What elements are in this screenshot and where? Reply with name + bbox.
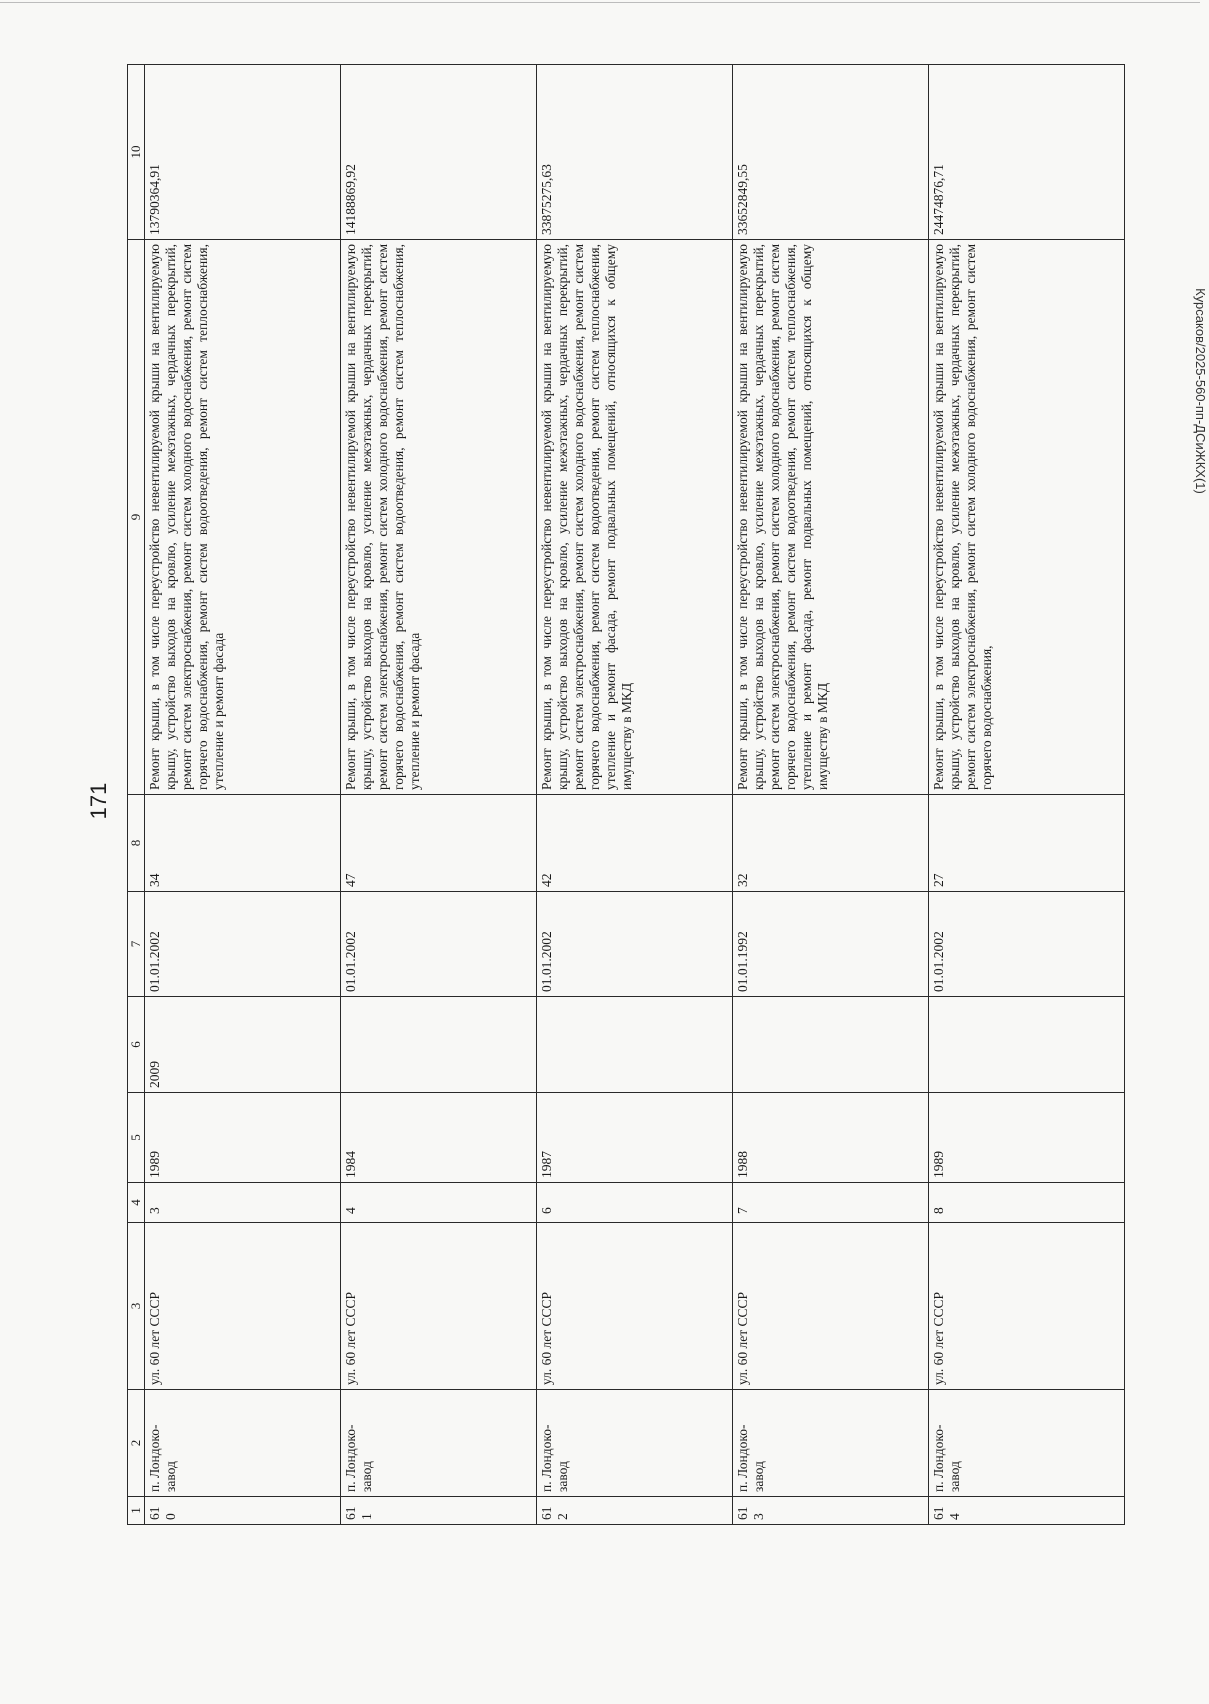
table-row xyxy=(733,65,929,1525)
rotated-table-container xyxy=(127,65,1193,1525)
year-overhaul-cell xyxy=(537,997,733,1093)
registry-table xyxy=(127,64,1125,1525)
header-col-9: 9 xyxy=(128,240,145,795)
street-cell: ул. 60 лет СССР xyxy=(537,1223,733,1390)
date-cell: 01.01.2002 xyxy=(537,892,733,997)
works-cell: Ремонт крыши, в том числе переустройство невентилируемой крыши на вентилируемую крышу, устройство выходов на кровлю, усиление межэтажных, чердачных перекрытий, ремонт систем электроснабжения, ремонт систем холодного водоснабжения, ремонт систем горячего водоснабжения, ремонт систем водоотведения, ремонт систем теплоснабжения, утепление и ремонт фасада xyxy=(145,240,341,795)
document-code: Курсаков/2025-560-пп-ДСиЖКХ(1) xyxy=(1193,288,1208,494)
house-number-cell: 7 xyxy=(733,1183,929,1223)
year-built-cell: 1989 xyxy=(145,1093,341,1183)
header-col-3: 3 xyxy=(128,1223,145,1390)
value-cell: 32 xyxy=(733,795,929,892)
works-cell: Ремонт крыши, в том числе переустройство невентилируемой крыши на вентилируемую крышу, устройство выходов на кровлю, усиление межэтажных, чердачных перекрытий, ремонт систем электроснабжения, ремонт систем холодного водоснабжения, ремонт систем горячего водоснабжения, ремонт систем водоотведения, ремонт систем теплоснабжения, утепление и ремонт фасада, ремонт подвальных помещений, относящихся к общему имуществу в МКД xyxy=(537,240,733,795)
header-col-2: 2 xyxy=(128,1390,145,1497)
header-col-8: 8 xyxy=(128,795,145,892)
year-overhaul-cell xyxy=(929,997,1125,1093)
year-built-cell: 1984 xyxy=(341,1093,537,1183)
date-cell: 01.01.1992 xyxy=(733,892,929,997)
works-cell: Ремонт крыши, в том числе переустройство невентилируемой крыши на вентилируемую крышу, устройство выходов на кровлю, усиление межэтажных, чердачных перекрытий, ремонт систем электроснабжения, ремонт систем холодного водоснабжения, ремонт систем горячего водоснабжения, xyxy=(929,240,1125,795)
value-cell: 47 xyxy=(341,795,537,892)
year-built-cell: 1989 xyxy=(929,1093,1125,1183)
header-col-5: 5 xyxy=(128,1093,145,1183)
cost-cell: 13790364,91 xyxy=(145,65,341,240)
street-cell: ул. 60 лет СССР xyxy=(929,1223,1125,1390)
table-row xyxy=(537,65,733,1525)
value-cell: 42 xyxy=(537,795,733,892)
house-number-cell: 8 xyxy=(929,1183,1125,1223)
header-col-7: 7 xyxy=(128,892,145,997)
cost-cell: 24474876,71 xyxy=(929,65,1125,240)
settlement-cell: п. Лондоко-завод xyxy=(341,1390,537,1497)
street-cell: ул. 60 лет СССР xyxy=(145,1223,341,1390)
year-built-cell: 1987 xyxy=(537,1093,733,1183)
table-row xyxy=(145,65,341,1525)
row-number: 613 xyxy=(733,1497,929,1525)
year-built-cell: 1988 xyxy=(733,1093,929,1183)
settlement-cell: п. Лондоко-завод xyxy=(537,1390,733,1497)
house-number-cell: 3 xyxy=(145,1183,341,1223)
street-cell: ул. 60 лет СССР xyxy=(341,1223,537,1390)
cost-cell: 33875275,63 xyxy=(537,65,733,240)
settlement-cell: п. Лондоко-завод xyxy=(733,1390,929,1497)
year-overhaul-cell: 2009 xyxy=(145,997,341,1093)
year-overhaul-cell xyxy=(733,997,929,1093)
row-number: 612 xyxy=(537,1497,733,1525)
date-cell: 01.01.2002 xyxy=(929,892,1125,997)
header-col-4: 4 xyxy=(128,1183,145,1223)
house-number-cell: 6 xyxy=(537,1183,733,1223)
street-cell: ул. 60 лет СССР xyxy=(733,1223,929,1390)
row-number: 610 xyxy=(145,1497,341,1525)
table-header-row xyxy=(128,65,145,1525)
date-cell: 01.01.2002 xyxy=(341,892,537,997)
header-col-6: 6 xyxy=(128,997,145,1093)
header-col-10: 10 xyxy=(128,65,145,240)
cost-cell: 14188869,92 xyxy=(341,65,537,240)
header-col-1: 1 xyxy=(128,1497,145,1525)
cost-cell: 33652849,55 xyxy=(733,65,929,240)
scan-top-edge xyxy=(0,2,1200,3)
table-row xyxy=(341,65,537,1525)
year-overhaul-cell xyxy=(341,997,537,1093)
date-cell: 01.01.2002 xyxy=(145,892,341,997)
works-cell: Ремонт крыши, в том числе переустройство невентилируемой крыши на вентилируемую крышу, устройство выходов на кровлю, усиление межэтажных, чердачных перекрытий, ремонт систем электроснабжения, ремонт систем холодного водоснабжения, ремонт систем горячего водоснабжения, ремонт систем водоотведения, ремонт систем теплоснабжения, утепление и ремонт фасада, ремонт подвальных помещений, относящихся к общему имуществу в МКД xyxy=(733,240,929,795)
value-cell: 27 xyxy=(929,795,1125,892)
works-cell: Ремонт крыши, в том числе переустройство невентилируемой крыши на вентилируемую крышу, устройство выходов на кровлю, усиление межэтажных, чердачных перекрытий, ремонт систем электроснабжения, ремонт систем холодного водоснабжения, ремонт систем горячего водоснабжения, ремонт систем водоотведения, ремонт систем теплоснабжения, утепление и ремонт фасада xyxy=(341,240,537,795)
page-number: 171 xyxy=(86,782,111,820)
settlement-cell: п. Лондоко-завод xyxy=(929,1390,1125,1497)
row-number: 614 xyxy=(929,1497,1125,1525)
value-cell: 34 xyxy=(145,795,341,892)
settlement-cell: п. Лондоко-завод xyxy=(145,1390,341,1497)
table-row xyxy=(929,65,1125,1525)
house-number-cell: 4 xyxy=(341,1183,537,1223)
row-number: 611 xyxy=(341,1497,537,1525)
